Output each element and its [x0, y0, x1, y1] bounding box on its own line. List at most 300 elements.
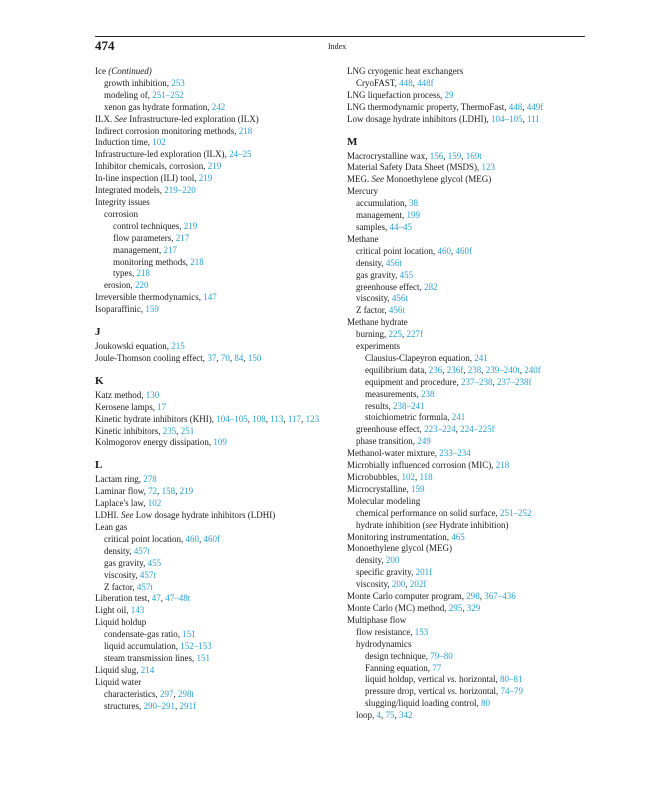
page-reference-link[interactable]: 123 [305, 413, 320, 424]
index-subentry [347, 412, 587, 424]
page-reference-link[interactable]: 70 [220, 352, 230, 363]
cross-reference-term: See [114, 113, 127, 124]
index-entry [95, 161, 335, 173]
index-entry [95, 114, 335, 126]
index-subentry [95, 534, 335, 546]
page-reference-link[interactable]: 457t [133, 545, 150, 556]
index-subentry [347, 270, 587, 282]
page-reference-link[interactable]: 233–234 [439, 448, 471, 459]
page-reference-link[interactable]: 47 [151, 593, 161, 604]
entry-text: slugging/liquid loading control, [365, 698, 481, 709]
entry-text: , [198, 533, 204, 544]
entry-text: Hydrate inhibition) [437, 519, 509, 530]
index-subentry [95, 78, 335, 90]
page-reference-link[interactable]: 236f [446, 364, 464, 375]
page-reference-link[interactable]: 298t [177, 688, 194, 699]
index-subentry [347, 555, 587, 567]
entry-text: Liquid slug, [95, 664, 141, 675]
page-reference-link[interactable]: 217 [163, 244, 177, 255]
entry-text: , [450, 245, 456, 256]
page-reference-link[interactable]: 47–48t [165, 593, 191, 604]
page-reference-link[interactable]: 251–252 [152, 89, 184, 100]
entry-text: , [443, 150, 448, 161]
entry-text: hydrate inhibition ( [356, 519, 426, 530]
page-reference-link[interactable]: 251 [180, 425, 195, 436]
entry-text: Kinetic hydrate inhibitors (KHI), [95, 413, 217, 424]
page-reference-link[interactable]: 218 [238, 125, 253, 136]
index-entry [347, 174, 587, 186]
page-reference-link[interactable]: 449f [526, 101, 544, 112]
entry-text: , [247, 413, 253, 424]
entry-text: Joule-Thomson cooling effect, [95, 352, 208, 363]
page-reference-link[interactable]: 298 [466, 591, 480, 602]
page-reference-link[interactable]: 37 [207, 352, 217, 363]
index-entry [347, 496, 587, 508]
header-rule [95, 36, 585, 37]
index-subentry [95, 280, 335, 292]
entry-text: Monoethylene glycol (MEG) [347, 543, 452, 554]
entry-text: Monoethylene glycol (MEG) [384, 174, 492, 185]
page-reference-link[interactable]: 84 [234, 352, 244, 363]
page-reference-link[interactable]: 297 [159, 688, 174, 699]
page-reference-link[interactable]: 241 [474, 352, 488, 363]
index-subentry [347, 627, 587, 639]
index-entry [95, 486, 335, 498]
index-entry [95, 292, 335, 304]
entry-text: , [412, 77, 418, 88]
page-reference-link[interactable]: 457t [136, 581, 153, 592]
index-letter-heading: M [347, 135, 358, 148]
entry-text: Microcrystalline, [347, 483, 411, 494]
page-reference-link[interactable]: 455 [399, 269, 414, 280]
index-entry [347, 460, 587, 472]
entry-text: results, [365, 400, 393, 411]
entry-text: Monte Carlo (MC) method, [347, 602, 449, 613]
entry-text: Z factor, [104, 581, 137, 592]
entry-text: density, [104, 545, 134, 556]
entry-text: , [301, 413, 306, 424]
page-reference-link[interactable]: 156 [429, 150, 444, 161]
page-reference-link[interactable]: 151 [182, 629, 196, 640]
page-reference-link[interactable]: 113 [270, 413, 284, 424]
entry-text: Lean gas [95, 522, 128, 532]
index-subentry [347, 365, 587, 377]
page-reference-link[interactable]: 460f [455, 245, 472, 256]
entry-text: Material Safety Data Sheet (MSDS), [347, 162, 482, 173]
entry-text: Liquid holdup [95, 617, 147, 628]
entry-text: accumulation, [356, 198, 409, 209]
cross-reference-term: See [121, 510, 134, 521]
page-reference-link[interactable]: 74–79 [500, 686, 523, 697]
page-reference-link[interactable]: 150 [247, 352, 262, 363]
page-reference-link[interactable]: 159 [145, 304, 159, 315]
entry-text: Clausius-Clapeyron equation, [365, 352, 475, 363]
index-subentry [347, 293, 587, 305]
index-subentry [95, 257, 335, 269]
index-entry [95, 498, 335, 510]
index-subentry [95, 689, 335, 701]
page-reference-link[interactable]: 342 [399, 710, 413, 721]
entry-text: MEG. [347, 174, 372, 185]
entry-text: greenhouse effect, [356, 281, 425, 292]
page-reference-link[interactable]: 75 [385, 710, 395, 721]
page-reference-link[interactable]: 202f [409, 579, 427, 590]
entry-text: chemical performance on solid surface, [356, 507, 500, 518]
index-subentry [95, 546, 335, 558]
entry-text: greenhouse effect, [356, 424, 425, 435]
entry-text: Methanol-water mixture, [347, 448, 440, 459]
entry-text: , [442, 364, 447, 375]
index-subentry [347, 651, 587, 663]
page-reference-link[interactable]: 17 [157, 401, 167, 412]
page-reference-link[interactable]: 214 [140, 664, 155, 675]
entry-text: LNG cryogenic heat exchangers [347, 66, 464, 76]
index-subentry [95, 582, 335, 594]
entry-text: , [394, 710, 400, 721]
index-subentry [95, 90, 335, 102]
index-subentry [95, 221, 335, 233]
index-entry [95, 522, 335, 534]
index-subentry [347, 508, 587, 520]
page-reference-link[interactable]: 29 [444, 89, 454, 100]
page-reference-link[interactable]: 238–241 [393, 400, 425, 411]
index-subentry [95, 701, 335, 713]
index-subentry [347, 401, 587, 413]
page-reference-link[interactable]: 460 [185, 533, 199, 544]
page-reference-link[interactable]: 241 [451, 412, 466, 423]
page-reference-link[interactable]: 117 [287, 413, 302, 424]
entry-text: Z factor, [356, 305, 389, 316]
page-reference-link[interactable]: 201f [415, 567, 433, 578]
entry-text: Infrastructure-led exploration (ILX), [95, 149, 229, 160]
page-reference-link[interactable]: 153 [414, 626, 429, 637]
page-reference-link[interactable]: 236 [428, 364, 443, 375]
index-entry [95, 66, 335, 78]
entry-text: specific gravity, [356, 567, 416, 578]
index-entry [95, 126, 335, 138]
running-head: Index [328, 42, 347, 51]
page-reference-link[interactable]: 218 [495, 460, 510, 471]
entry-text: , [479, 591, 485, 602]
page-reference-link[interactable]: 239–240t [485, 364, 520, 375]
entry-text: corrosion [104, 208, 138, 219]
page-reference-link[interactable]: 169t [465, 150, 482, 161]
page-reference-link[interactable]: 72 [148, 486, 158, 497]
page-reference-link[interactable]: 220 [135, 280, 149, 291]
page-reference-link[interactable]: 38 [408, 198, 418, 209]
index-subentry [347, 198, 587, 210]
entry-text: , [402, 329, 407, 340]
page-reference-link[interactable]: 240f [524, 364, 541, 375]
entry-text: Kerosene lamps, [95, 401, 158, 412]
page-reference-link[interactable]: 158 [161, 486, 176, 497]
entry-text: structures, [104, 700, 144, 711]
page-reference-link[interactable]: 123 [481, 162, 495, 173]
entry-text: viscosity, [104, 569, 140, 580]
page-reference-link[interactable]: 218 [136, 268, 150, 279]
page-reference-link[interactable]: 249 [417, 436, 431, 447]
page-reference-link[interactable]: 159 [447, 150, 462, 161]
page-reference-link[interactable]: 223–224 [424, 424, 456, 435]
page-reference-link[interactable]: 448f [417, 77, 434, 88]
entry-text: stoichiometric formula, [365, 412, 452, 423]
index-entry [95, 137, 335, 149]
page-reference-link[interactable]: 295 [448, 602, 463, 613]
index-subentry [95, 102, 335, 114]
page-reference-link[interactable]: 44–45 [389, 221, 412, 232]
entry-text: liquid holdup, vertical [365, 674, 447, 685]
page-reference-link[interactable]: 278 [143, 474, 157, 485]
page-reference-link[interactable]: 147 [203, 292, 217, 303]
index-subentry [95, 570, 335, 582]
entry-text: loop, [356, 710, 377, 721]
entry-text: viscosity, [356, 579, 392, 590]
page-reference-link[interactable]: 118 [419, 472, 433, 482]
entry-text: , [481, 364, 486, 375]
page-reference-link[interactable]: 24–25 [228, 149, 252, 160]
page-reference-link[interactable]: 235 [162, 425, 177, 436]
page-reference-link[interactable]: 227f [406, 329, 423, 340]
index-entry [347, 90, 587, 102]
index-entry [95, 593, 335, 605]
page-reference-link[interactable]: 80 [481, 698, 490, 709]
page-reference-link[interactable]: 199 [406, 210, 420, 221]
index-entry [95, 173, 335, 185]
entry-text: , [462, 602, 467, 613]
entry-text: critical point location, [356, 245, 438, 256]
page-reference-link[interactable]: 238 [420, 388, 435, 399]
entry-text: Monitoring instrumentation, [347, 531, 452, 542]
entry-text: monitoring methods, [113, 256, 191, 267]
entry-text: Laplace's law, [95, 498, 148, 509]
entry-text: hydrodynamics [356, 638, 412, 649]
page-reference-link[interactable]: 159 [410, 483, 425, 494]
entry-text: experiments [356, 341, 400, 352]
index-entry [95, 437, 335, 449]
page-reference-link[interactable]: 200 [385, 555, 400, 566]
entry-text: Kolmogorov energy dissipation, [95, 437, 214, 448]
page-reference-link[interactable]: 460f [203, 533, 220, 544]
page-reference-link[interactable]: 455 [147, 557, 162, 568]
page-reference-link[interactable]: 151 [196, 652, 210, 663]
index-entry [347, 234, 587, 246]
entry-text: liquid accumulation, [104, 641, 181, 652]
page-reference-link[interactable]: 290–291 [143, 700, 175, 711]
entry-text: flow parameters, [113, 232, 176, 243]
index-entry [347, 484, 587, 496]
page-reference-link[interactable]: 448 [399, 77, 413, 88]
entry-text: Multiphase flow [347, 614, 407, 625]
entry-text: , [415, 472, 420, 482]
index-subentry [95, 268, 335, 280]
index-subentry [347, 710, 587, 722]
entry-text: samples, [356, 221, 390, 232]
index-entry [95, 414, 335, 426]
entry-text: , [160, 593, 166, 604]
page-reference-link[interactable]: 77 [432, 662, 442, 673]
page-reference-link[interactable]: 329 [466, 602, 481, 613]
entry-text: measurements, [365, 388, 421, 399]
entry-text: CryoFAST, [356, 77, 400, 88]
entry-text: Induction time, [95, 137, 153, 148]
index-subentry [347, 222, 587, 234]
entry-text: viscosity, [356, 293, 392, 304]
entry-text: equilibrium data, [365, 364, 429, 375]
page-reference-link[interactable]: 4 [376, 710, 382, 721]
index-subentry [95, 209, 335, 221]
page-reference-link[interactable]: 238 [467, 364, 482, 375]
page-reference-link[interactable]: 456t [391, 293, 408, 304]
entry-text: Integrity issues [95, 196, 150, 207]
entry-text: Fanning equation, [365, 662, 433, 673]
entry-text: flow resistance, [356, 626, 415, 637]
entry-text: Inhibitor chemicals, corrosion, [95, 161, 208, 172]
page-reference-link[interactable]: 219–220 [164, 185, 196, 196]
entry-text: equipment and procedure, [365, 376, 461, 387]
page-reference-link[interactable]: 291f [179, 700, 196, 711]
page-reference-link[interactable]: 79–80 [430, 650, 453, 661]
page-reference-link[interactable]: 218 [190, 256, 204, 267]
entry-text: , [175, 486, 180, 497]
entry-text: LNG thermodynamic property, ThermoFast, [347, 101, 509, 112]
entry-text: Infrastructure-led exploration (ILX) [127, 113, 259, 124]
page-reference-link[interactable]: 237–238 [460, 376, 493, 387]
entry-text: Laminar flow, [95, 486, 149, 497]
entry-text: , [229, 352, 235, 363]
index-subentry [347, 389, 587, 401]
index-subentry [347, 520, 587, 532]
entry-text: , [157, 486, 162, 497]
page-reference-link[interactable]: 219 [183, 220, 198, 231]
entry-text: Light oil, [95, 605, 131, 616]
entry-text: ILX. [95, 113, 115, 124]
entry-text: , [173, 688, 178, 699]
entry-text: modeling of, [104, 89, 153, 100]
page-reference-link[interactable]: 80–81 [499, 674, 523, 685]
index-subentry [347, 567, 587, 579]
page-reference-link[interactable]: 111 [526, 113, 540, 124]
page-reference-link[interactable]: 104–105 [490, 113, 523, 124]
cross-reference-term: See [371, 174, 384, 185]
index-subentry [347, 686, 587, 698]
index-entry [347, 532, 587, 544]
page-reference-link[interactable]: 217 [175, 232, 190, 243]
page-reference-link[interactable]: 237–238f [496, 376, 532, 387]
page-reference-link[interactable]: 367–436 [484, 591, 516, 602]
entry-text: management, [356, 210, 407, 221]
page-reference-link[interactable]: 282 [424, 281, 438, 292]
page-reference-link[interactable]: 456t [385, 257, 402, 268]
index-entry [95, 474, 335, 486]
entry-text: xenon gas hydrate formation, [104, 101, 212, 112]
index-entry [95, 185, 335, 197]
entry-text: Lactam ring, [95, 474, 144, 485]
entry-text: , [492, 376, 497, 387]
entry-text: Ice [95, 66, 109, 76]
page-reference-link[interactable]: 109 [213, 437, 227, 448]
page-reference-link[interactable]: 219 [207, 161, 222, 172]
page-reference-link[interactable]: 102 [401, 472, 415, 482]
entry-text: LNG liquefaction process, [347, 89, 445, 100]
page-reference-link[interactable]: 242 [211, 101, 226, 112]
index-subentry [95, 629, 335, 641]
entry-text: types, [113, 268, 137, 279]
index-entry [95, 617, 335, 629]
page-reference-link[interactable]: 460 [437, 245, 451, 256]
entry-text: condensate-gas ratio, [104, 629, 183, 640]
page-reference-link[interactable]: 130 [145, 389, 160, 400]
index-subentry [347, 579, 587, 591]
index-entry [95, 605, 335, 617]
index-entry [347, 114, 587, 126]
page-reference-link[interactable]: 200 [391, 579, 406, 590]
index-entry [347, 603, 587, 615]
index-entry [347, 162, 587, 174]
entry-text: , [461, 150, 466, 161]
page-reference-link[interactable]: 457t [139, 569, 156, 580]
page-reference-link[interactable]: 219 [179, 486, 194, 497]
entry-text: , [522, 101, 527, 112]
cross-reference-term: (Continued) [108, 66, 152, 76]
page-reference-link[interactable]: 219 [198, 173, 213, 184]
entry-text: , [216, 352, 221, 363]
entry-text: Isoparaffinic, [95, 304, 146, 315]
entry-text: , [283, 413, 288, 424]
page-reference-link[interactable]: 448 [508, 101, 523, 112]
entry-text: gas gravity, [104, 557, 148, 568]
page-reference-link[interactable]: 102 [147, 498, 162, 509]
index-subentry [347, 282, 587, 294]
entry-text: critical point location, [104, 533, 186, 544]
page-reference-link[interactable]: 456t [388, 305, 405, 316]
page-reference-link[interactable]: 102 [152, 137, 166, 148]
entry-text: Mercury [347, 186, 378, 197]
entry-text: density, [356, 555, 386, 566]
index-subentry [95, 641, 335, 653]
index-entry [347, 66, 587, 78]
page-reference-link[interactable]: 104–105 [216, 413, 248, 424]
index-entry [95, 390, 335, 402]
page-reference-link[interactable]: 253 [171, 77, 185, 88]
entry-text: , [519, 364, 525, 375]
index-entry [95, 402, 335, 414]
entry-text: , [175, 700, 180, 711]
index-entry [347, 448, 587, 460]
entry-text: , [455, 424, 461, 435]
entry-text: design technique, [365, 650, 431, 661]
page-reference-link[interactable]: 143 [130, 605, 145, 616]
index-subentry [347, 246, 587, 258]
index-entry [95, 353, 335, 365]
index-subentry [347, 436, 587, 448]
page-reference-link[interactable]: 224–225f [460, 424, 495, 435]
entry-text: burning, [356, 329, 389, 340]
entry-text: Indirect corrosion monitoring methods, [95, 125, 239, 136]
page-reference-link[interactable]: 465 [451, 531, 465, 542]
entry-text: steam transmission lines, [104, 652, 197, 663]
page-reference-link[interactable]: 225 [388, 329, 402, 340]
entry-text: , [265, 413, 271, 424]
page-reference-link[interactable]: 251–252 [499, 507, 532, 518]
entry-text: Integrated models, [95, 185, 165, 196]
page-reference-link[interactable]: 152–153 [180, 641, 212, 652]
entry-text: Methane hydrate [347, 317, 408, 328]
index-subentry [347, 258, 587, 270]
index-entry [347, 591, 587, 603]
entry-text: Molecular modeling [347, 495, 421, 506]
page-reference-link[interactable]: 108 [252, 413, 266, 424]
page-reference-link[interactable]: 215 [171, 341, 185, 352]
